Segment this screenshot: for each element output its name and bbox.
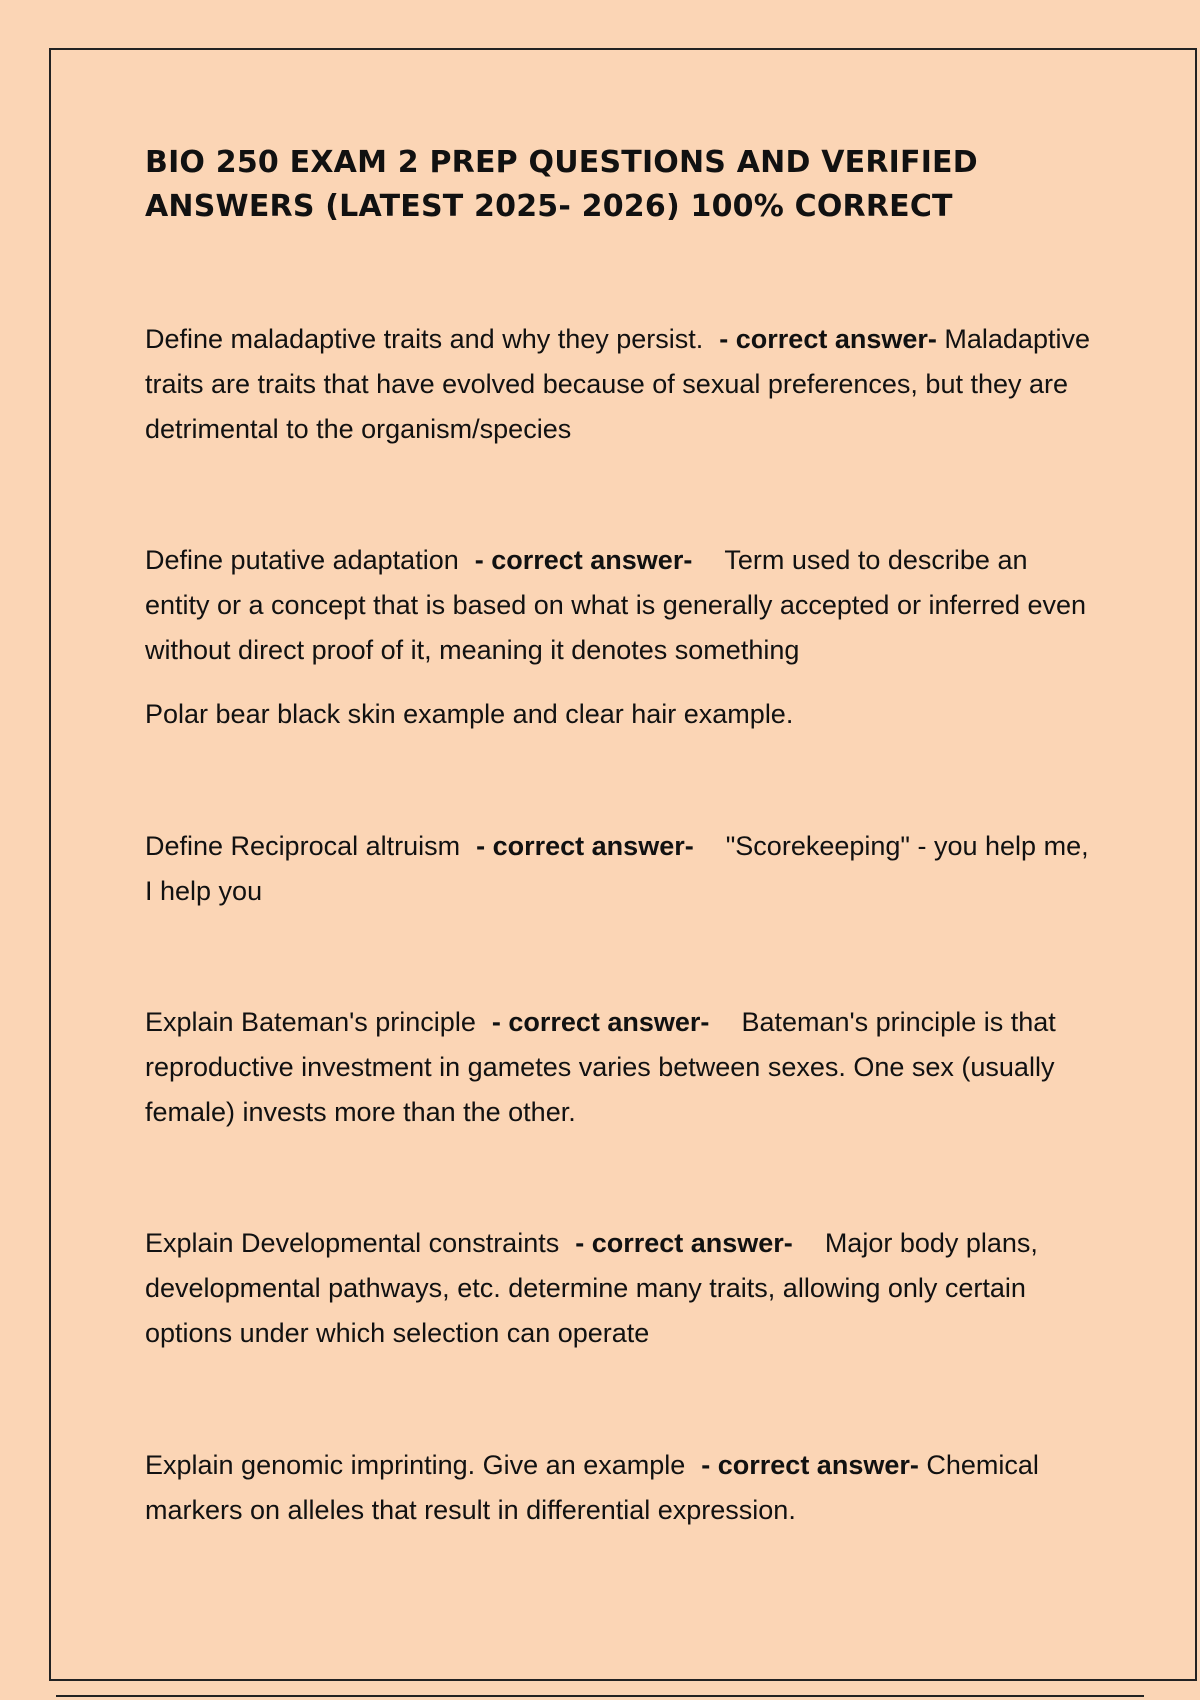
answer-text: "Scorekeeping" - you help me, I help you bbox=[145, 831, 1089, 906]
answer-label: - correct answer- bbox=[701, 1450, 919, 1480]
footer-rule bbox=[56, 1695, 1144, 1697]
answer-label: - correct answer- bbox=[491, 1007, 710, 1037]
answer-text: Maladaptive traits are traits that have evolved because of sexual preferences, but they are detrimental to the organism/species bbox=[145, 324, 1090, 444]
document-title: BIO 250 EXAM 2 PREP QUESTIONS AND VERIFIED ANSWERS (LATEST 2025- 2026) 100% CORRECT bbox=[145, 145, 978, 224]
qa-item-reciprocal-altruism bbox=[145, 824, 1095, 914]
question-text: Explain genomic imprinting. Give an example bbox=[145, 1450, 686, 1480]
qa-item-maladaptive-traits bbox=[145, 317, 1095, 452]
qa-item-genomic-imprinting bbox=[145, 1443, 1095, 1533]
answer-text: Chemical markers on alleles that result in differential expression. bbox=[145, 1450, 1039, 1525]
answer-label: - correct answer- bbox=[575, 1228, 793, 1258]
qa-item-developmental-constraints bbox=[145, 1221, 1095, 1356]
answer-label: - correct answer- bbox=[719, 324, 937, 354]
question-text: Explain Bateman's principle bbox=[145, 1007, 476, 1037]
qa-item-batemans-principle bbox=[145, 1000, 1095, 1135]
qa-item-putative-adaptation-example: Polar bear black skin example and clear hair example. bbox=[145, 699, 794, 729]
question-text: Define maladaptive traits and why they persist. bbox=[145, 324, 704, 354]
question-text: Define putative adaptation bbox=[145, 545, 459, 575]
question-text: Explain Developmental constraints bbox=[145, 1228, 560, 1258]
question-text: Define Reciprocal altruism bbox=[145, 831, 461, 861]
answer-label: - correct answer- bbox=[476, 831, 694, 861]
answer-text: Bateman's principle is that reproductive investment in gametes varies between sexes. One sex (usually female) invests more than the other. bbox=[145, 1007, 1056, 1127]
qa-item-putative-adaptation bbox=[145, 538, 1095, 673]
answer-text: Term used to describe an entity or a concept that is based on what is generally accepted or inferred even without direct proof of it, meaning it denotes something bbox=[145, 545, 1087, 665]
answer-label: - correct answer- bbox=[474, 545, 693, 575]
answer-text: Major body plans, developmental pathways, etc. determine many traits, allowing only certain options under which selection can operate bbox=[145, 1228, 1038, 1348]
